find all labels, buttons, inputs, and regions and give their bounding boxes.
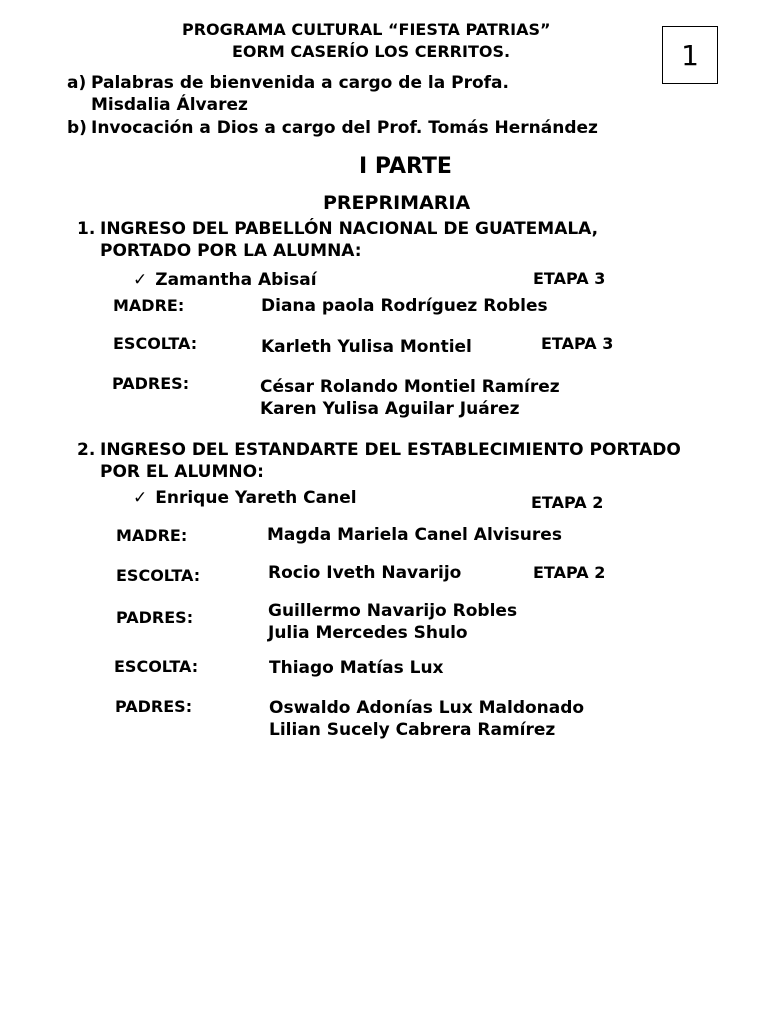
item2-padres1-name1: Guillermo Navarijo Robles [268, 601, 518, 621]
item1-padres-name2: Karen Yulisa Aguilar Juárez [260, 399, 520, 419]
item2-madre-label: MADRE: [116, 526, 188, 545]
item2-number: 2. [77, 440, 96, 460]
item2-student [133, 488, 357, 508]
intro-item-b-line1: Invocación a Dios a cargo del Prof. Tomás Hernández [91, 118, 598, 138]
item1-student-name: Zamantha Abisaí [155, 270, 317, 290]
item2-escolta2-name: Thiago Matías Lux [269, 658, 444, 678]
item2-padres2-name2: Lilian Sucely Cabrera Ramírez [269, 720, 556, 740]
school-name: EORM CASERÍO LOS CERRITOS. [232, 42, 511, 61]
intro-marker-a: a) [67, 73, 87, 93]
item1-escolta-stage: ETAPA 3 [541, 334, 614, 353]
item1-padres-label: PADRES: [112, 374, 190, 393]
item1-student-stage: ETAPA 3 [533, 269, 606, 288]
item2-escolta1-name: Rocio Iveth Navarijo [268, 563, 462, 583]
page-number-box: 1 [662, 26, 718, 84]
program-title: PROGRAMA CULTURAL “FIESTA PATRIAS” [182, 20, 551, 39]
item1-escolta-label: ESCOLTA: [113, 334, 198, 353]
item2-student-name: Enrique Yareth Canel [155, 488, 357, 508]
level-heading: PREPRIMARIA [323, 192, 471, 214]
intro-item-a-line2: Misdalia Álvarez [91, 95, 248, 115]
item1-number: 1. [77, 219, 96, 239]
item1-padres-name1: César Rolando Montiel Ramírez [260, 377, 560, 397]
intro-item-a-line1: Palabras de bienvenida a cargo de la Profa. [91, 73, 509, 93]
item2-escolta1-stage: ETAPA 2 [533, 563, 606, 582]
item1-title-line2: PORTADO POR LA ALUMNA: [100, 241, 362, 261]
item2-student-stage: ETAPA 2 [531, 493, 604, 512]
intro-marker-b: b) [67, 118, 87, 138]
item2-padres2-label: PADRES: [115, 697, 193, 716]
item2-padres1-name2: Julia Mercedes Shulo [268, 623, 468, 643]
item1-escolta-name: Karleth Yulisa Montiel [261, 337, 472, 357]
item1-student [133, 270, 317, 290]
item2-padres2-name1: Oswaldo Adonías Lux Maldonado [269, 698, 585, 718]
part-heading: I PARTE [359, 154, 452, 179]
item1-title-line1: INGRESO DEL PABELLÓN NACIONAL DE GUATEMALA, [100, 219, 599, 239]
item2-title-line1: INGRESO DEL ESTANDARTE DEL ESTABLECIMIENTO PORTADO [100, 440, 681, 460]
item2-escolta1-label: ESCOLTA: [116, 566, 201, 585]
item2-madre-name: Magda Mariela Canel Alvisures [267, 525, 562, 545]
item2-escolta2-label: ESCOLTA: [114, 657, 199, 676]
item2-title-line2: POR EL ALUMNO: [100, 462, 264, 482]
item1-madre-name: Diana paola Rodríguez Robles [261, 296, 548, 316]
item1-madre-label: MADRE: [113, 296, 185, 315]
item2-padres1-label: PADRES: [116, 608, 194, 627]
